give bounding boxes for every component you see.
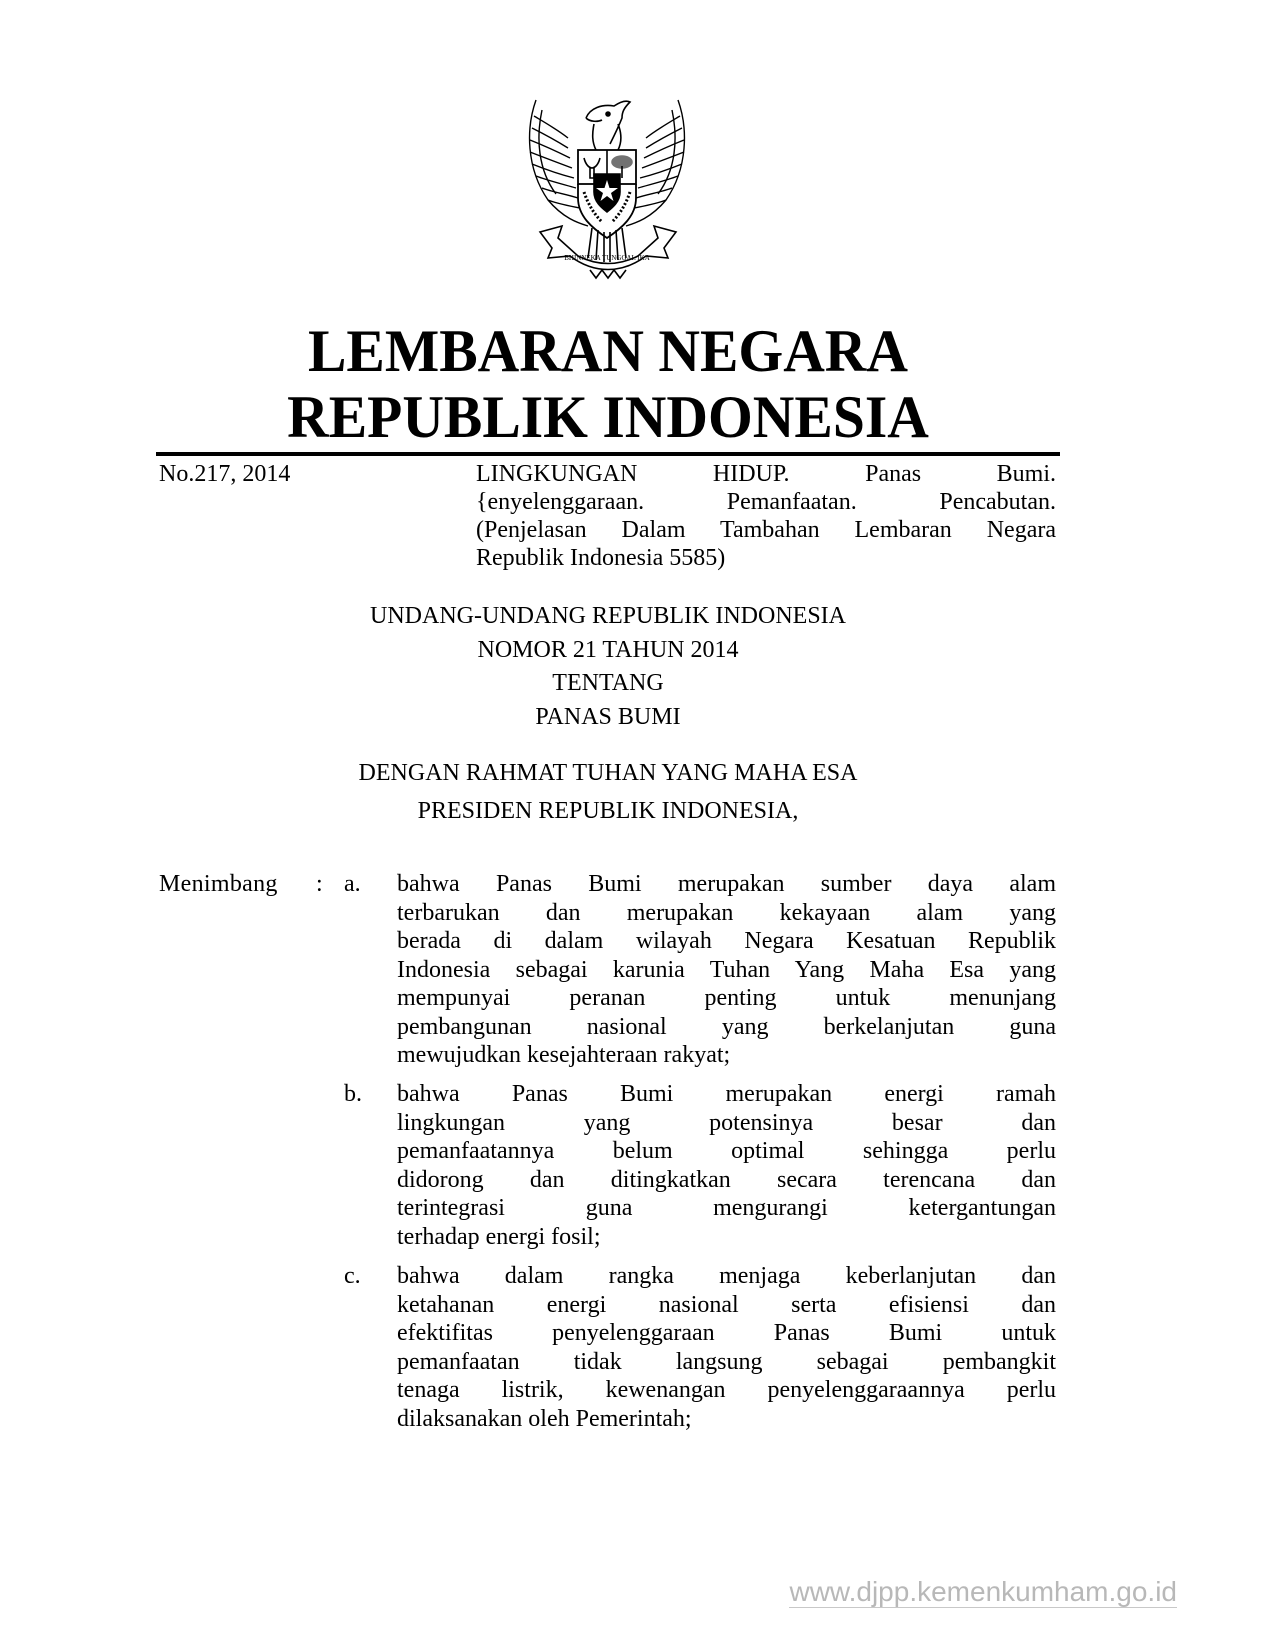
masthead-line-1: LEMBARAN NEGARA bbox=[307, 318, 909, 384]
masthead bbox=[158, 318, 1058, 450]
masthead-divider bbox=[156, 452, 1060, 456]
law-title-line-4: PANAS BUMI bbox=[535, 703, 681, 730]
consideration-line: terhadap energi fosil; bbox=[397, 1223, 601, 1250]
consideration-line: didorong dan ditingkatkan secara terencana dan bbox=[397, 1166, 1056, 1193]
consideration-item-c bbox=[397, 1262, 1056, 1433]
consideration-line: pemanfaatan tidak langsung sebagai pembangkit bbox=[397, 1348, 1056, 1375]
preamble-line-1: DENGAN RAHMAT TUHAN YANG MAHA ESA bbox=[358, 760, 858, 786]
consideration-item-b bbox=[397, 1080, 1056, 1251]
masthead-line-2: REPUBLIK INDONESIA bbox=[287, 384, 929, 450]
law-title-line-2: NOMOR 21 TAHUN 2014 bbox=[477, 636, 739, 663]
considerations-label: Menimbang bbox=[159, 871, 278, 897]
consideration-line: mempunyai peranan penting untuk menunjang bbox=[397, 985, 1056, 1011]
consideration-line: mewujudkan kesejahteraan rakyat; bbox=[397, 1042, 731, 1068]
consideration-line: Indonesia sebagai karunia Tuhan Yang Maha Esa yang bbox=[397, 956, 1056, 983]
law-title-line-3: TENTANG bbox=[552, 670, 664, 696]
subject-line: (Penjelasan Dalam Tambahan Lembaran Negara bbox=[476, 517, 1056, 543]
considerations-colon: : bbox=[316, 871, 323, 897]
consideration-line: efektifitas penyelenggaraan Panas Bumi untuk bbox=[397, 1320, 1056, 1346]
consideration-line: bahwa Panas Bumi merupakan sumber daya alam bbox=[397, 871, 1056, 897]
consideration-line: terbarukan dan merupakan kekayaan alam yang bbox=[397, 899, 1056, 926]
law-title bbox=[158, 600, 1058, 734]
consideration-letter-b: b. bbox=[344, 1081, 362, 1107]
law-title-line-1: UNDANG-UNDANG REPUBLIK INDONESIA bbox=[370, 603, 846, 629]
gazette-subject bbox=[476, 460, 1056, 572]
consideration-item-a bbox=[397, 870, 1056, 1070]
preamble-line-2: PRESIDEN REPUBLIK INDONESIA, bbox=[417, 798, 799, 824]
footer-url-link[interactable]: www.djpp.kemenkumham.go.id bbox=[789, 1576, 1177, 1607]
consideration-line: ketahanan energi nasional serta efisiensi dan bbox=[397, 1291, 1056, 1318]
consideration-line: terintegrasi guna mengurangi ketergantungan bbox=[397, 1195, 1056, 1221]
consideration-line: pembangunan nasional yang berkelanjutan guna bbox=[397, 1013, 1056, 1040]
consideration-line: bahwa Panas Bumi merupakan energi ramah bbox=[397, 1081, 1056, 1107]
consideration-line: berada di dalam wilayah Negara Kesatuan Republik bbox=[397, 928, 1056, 954]
svg-text:BHINNEKA TUNGGAL IKA: BHINNEKA TUNGGAL IKA bbox=[564, 254, 650, 262]
consideration-line: lingkungan yang potensinya besar dan bbox=[397, 1109, 1056, 1136]
subject-line: LINGKUNGAN HIDUP. Panas Bumi. bbox=[476, 461, 1056, 487]
consideration-line: dilaksanakan oleh Pemerintah; bbox=[397, 1405, 692, 1432]
consideration-letter-c: c. bbox=[344, 1263, 361, 1289]
consideration-line: pemanfaatannya belum optimal sehingga perlu bbox=[397, 1138, 1056, 1164]
consideration-line: bahwa dalam rangka menjaga keberlanjutan dan bbox=[397, 1263, 1056, 1289]
garuda-emblem-icon bbox=[518, 88, 696, 280]
consideration-line: tenaga listrik, kewenangan penyelenggaraannya perlu bbox=[397, 1377, 1056, 1403]
gazette-number: No.217, 2014 bbox=[159, 461, 291, 487]
consideration-letter-a: a. bbox=[344, 871, 361, 897]
subject-line: {enyelenggaraan. Pemanfaatan. Pencabutan. bbox=[476, 489, 1056, 515]
subject-line: Republik Indonesia 5585) bbox=[476, 545, 726, 571]
